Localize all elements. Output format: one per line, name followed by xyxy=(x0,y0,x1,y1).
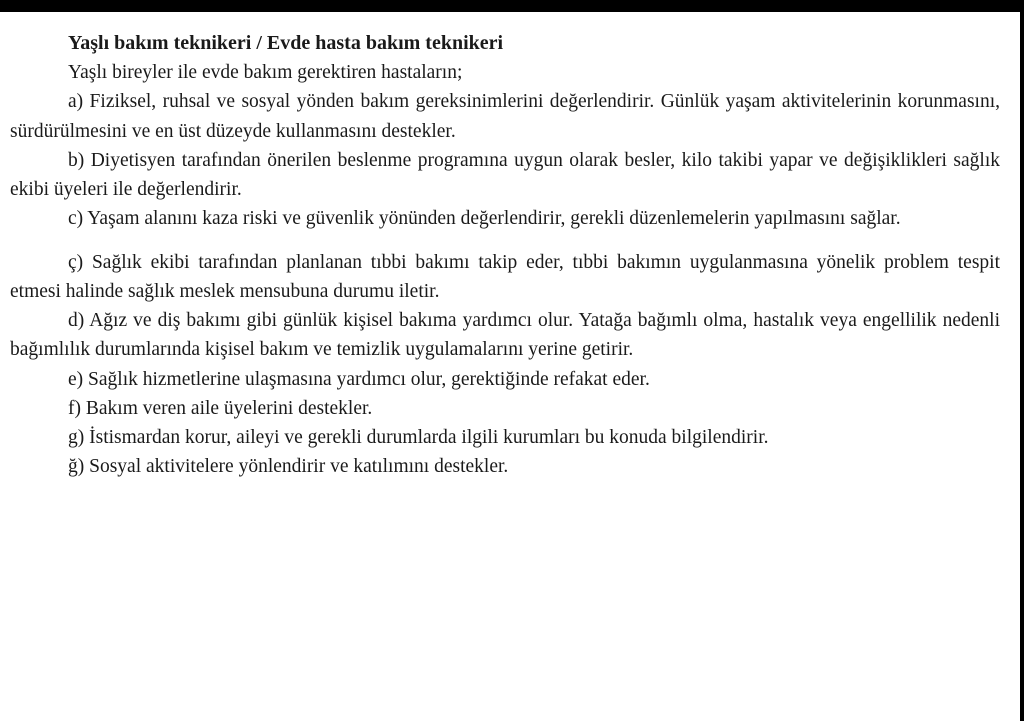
scanned-page xyxy=(0,12,1020,721)
duty-item-c-cedilla: ç) Sağlık ekibi tarafından planlanan tıbbi bakımı takip eder, tıbbi bakımın uygulanmasına yönelik problem tespit etmesi halinde sağlık meslek mensubuna durumu iletir. xyxy=(10,251,1000,302)
top-border xyxy=(0,0,1024,12)
duty-item-g-breve: ğ) Sosyal aktivitelere yönlendirir ve katılımını destekler. xyxy=(68,456,509,478)
duty-item-b: b) Diyetisyen tarafından önerilen beslenme programına uygun olarak besler, kilo takibi yapar ve değişiklikleri sağlık ekibi üyeleri ile değerlendirir. xyxy=(10,149,1000,200)
duty-item-g: g) İstismardan korur, aileyi ve gerekli durumlarda ilgili kurumları bu konuda bilgilendirir. xyxy=(68,427,769,448)
document-title: Yaşlı bakım teknikeri / Evde hasta bakım teknikeri xyxy=(68,32,504,54)
duty-item-d: d) Ağız ve diş bakımı gibi günlük kişisel bakıma yardımcı olur. Yatağa bağımlı olma, hastalık veya engellilik nedenli bağımlılık durumlarında kişisel bakım ve temizlik uygulamalarını yerine getirir. xyxy=(10,310,1000,361)
right-border xyxy=(1020,0,1024,721)
duty-item-a: a) Fiziksel, ruhsal ve sosyal yönden bakım gereksinimlerini değerlendirir. Günlük yaşam aktivitelerinin korunmasını, sürdürülmesini ve en üst düzeyde kullanmasını destekler. xyxy=(10,91,1000,142)
duty-item-f: f) Bakım veren aile üyelerini destekler. xyxy=(68,397,373,419)
duty-item-c: c) Yaşam alanını kaza riski ve güvenlik yönünden değerlendirir, gerekli düzenlemelerin yapılmasını sağlar. xyxy=(68,208,901,230)
document-intro: Yaşlı bireyler ile evde bakım gerektiren hastaların; xyxy=(68,62,463,83)
duty-item-e: e) Sağlık hizmetlerine ulaşmasına yardımcı olur, gerektiğinde refakat eder. xyxy=(68,368,650,390)
document-body xyxy=(10,28,1000,482)
